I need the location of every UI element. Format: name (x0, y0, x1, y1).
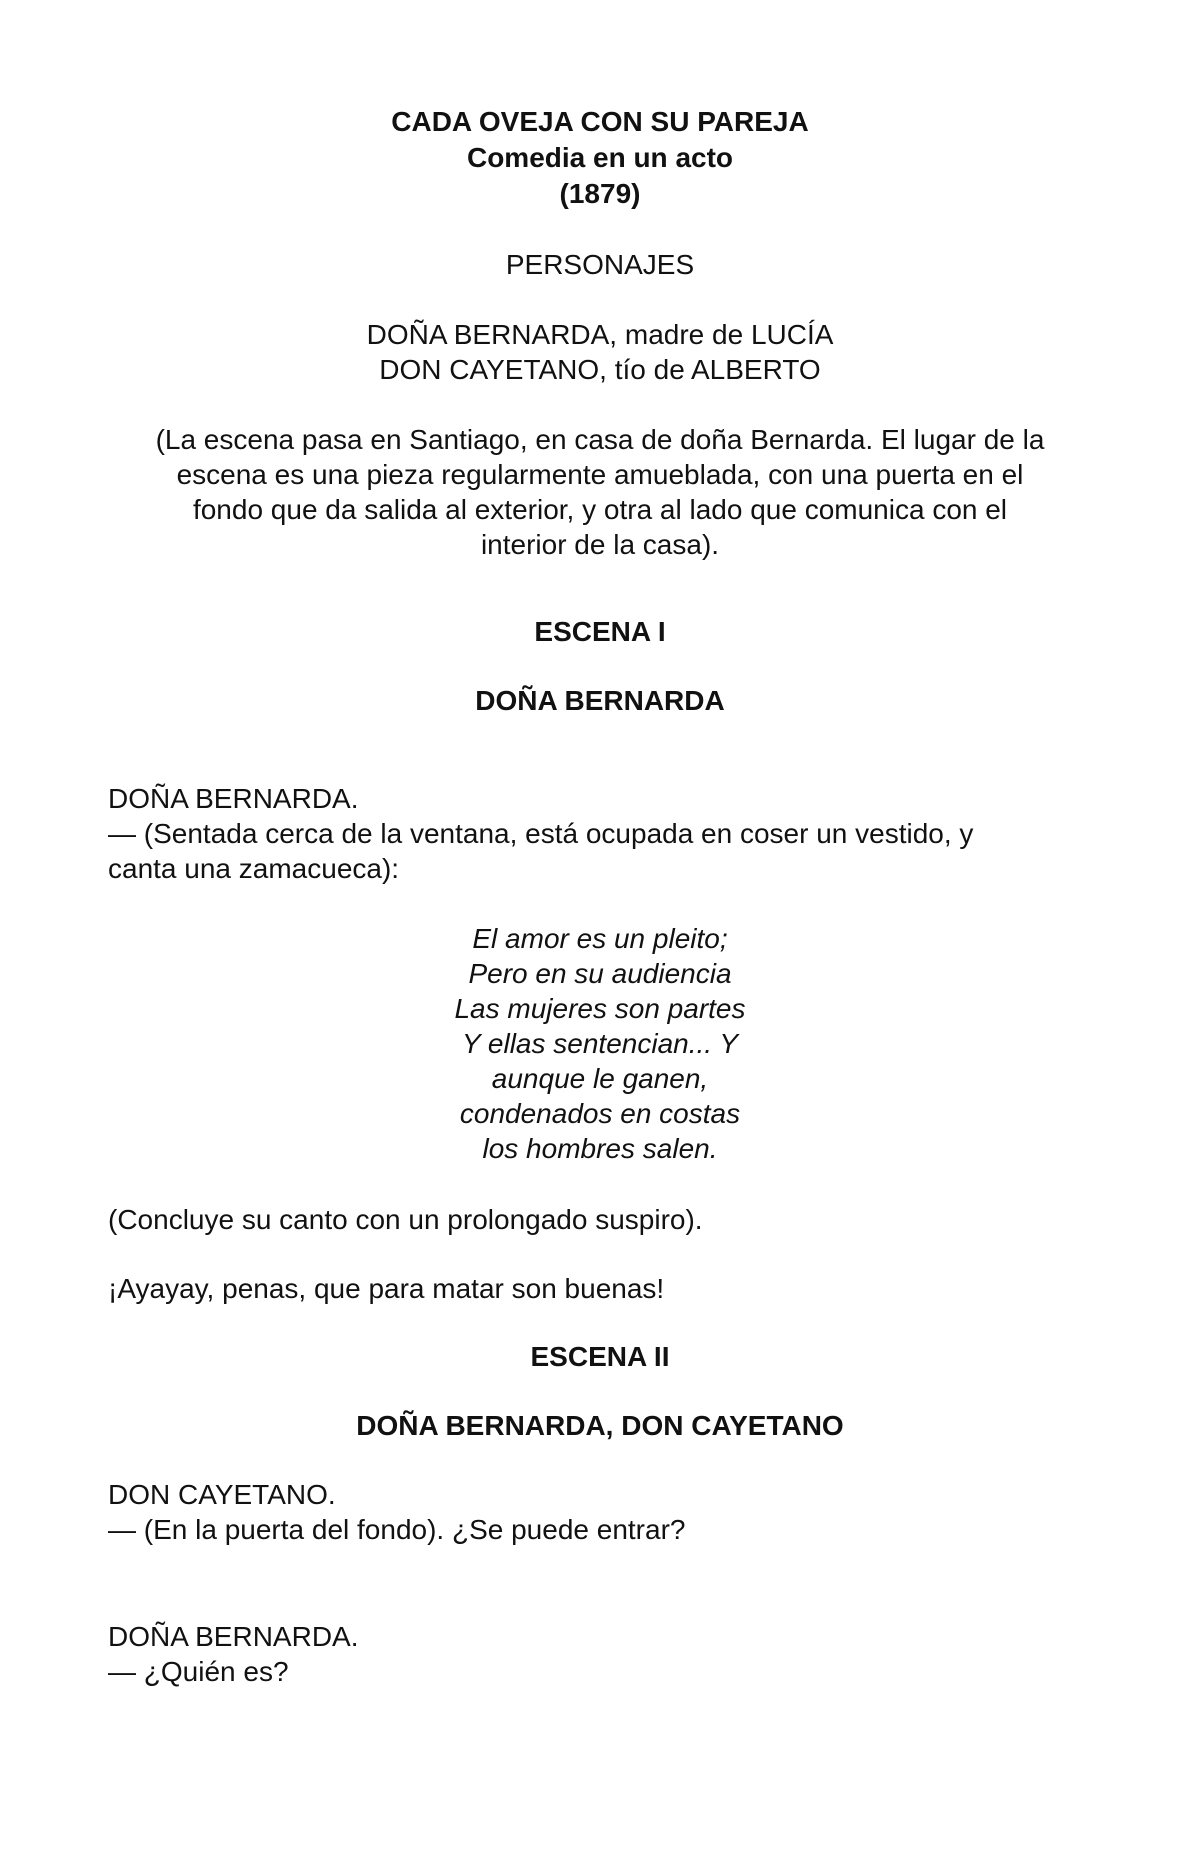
song-verse (108, 921, 1092, 1166)
verse-line: aunque le ganen, (491, 1063, 709, 1094)
setting-description (108, 422, 1092, 562)
setting-line: fondo que da salida al exterior, y otra al lado que comunica con el (192, 494, 1008, 525)
character-item: DOÑA BERNARDA, madre de LUCÍA (366, 319, 834, 350)
play-year: (1879) (559, 178, 641, 209)
verse-line: Las mujeres son partes (454, 993, 746, 1024)
scene-heading: ESCENA I (534, 616, 666, 647)
dialogue-block (108, 1619, 1092, 1689)
speaker-name: DOÑA BERNARDA. (108, 783, 359, 814)
play-subtitle: Comedia en un acto (466, 142, 734, 173)
scene-cast: DOÑA BERNARDA (475, 685, 725, 716)
verse-line: Pero en su audiencia (468, 958, 732, 989)
dialogue-line: — (En la puerta del fondo). ¿Se puede entrar? (108, 1514, 686, 1545)
play-title: CADA OVEJA CON SU PAREJA (391, 106, 809, 137)
scene-cast: DOÑA BERNARDA, DON CAYETANO (356, 1410, 844, 1441)
setting-line: interior de la casa). (480, 529, 720, 560)
setting-line: (La escena pasa en Santiago, en casa de doña Bernarda. El lugar de la (155, 424, 1045, 455)
scene-heading: ESCENA II (530, 1341, 670, 1372)
dialogue-block (108, 781, 1092, 886)
speaker-name: DON CAYETANO. (108, 1479, 336, 1510)
verse-line: El amor es un pleito; (472, 923, 728, 954)
stage-direction: (Concluye su canto con un prolongado suspiro). (108, 1204, 703, 1235)
dialogue-line: ¡Ayayay, penas, que para matar son buenas! (108, 1273, 665, 1304)
stage-direction: canta una zamacueca): (108, 853, 400, 884)
title-block (108, 104, 1092, 212)
dialogue-block (108, 1477, 1092, 1547)
character-item: DON CAYETANO, tío de ALBERTO (379, 354, 821, 385)
stage-direction: — (Sentada cerca de la ventana, está ocupada en coser un vestido, y (108, 818, 974, 849)
personajes-heading: PERSONAJES (505, 249, 695, 280)
verse-line: Y ellas sentencian... Y (461, 1028, 739, 1059)
document-page (108, 104, 1092, 1689)
speaker-name: DOÑA BERNARDA. (108, 1621, 359, 1652)
character-list (108, 317, 1092, 387)
verse-line: los hombres salen. (482, 1133, 718, 1164)
dialogue-line: — ¿Quién es? (108, 1656, 289, 1687)
setting-line: escena es una pieza regularmente amueblada, con una puerta en el (176, 459, 1024, 490)
verse-line: condenados en costas (459, 1098, 741, 1129)
